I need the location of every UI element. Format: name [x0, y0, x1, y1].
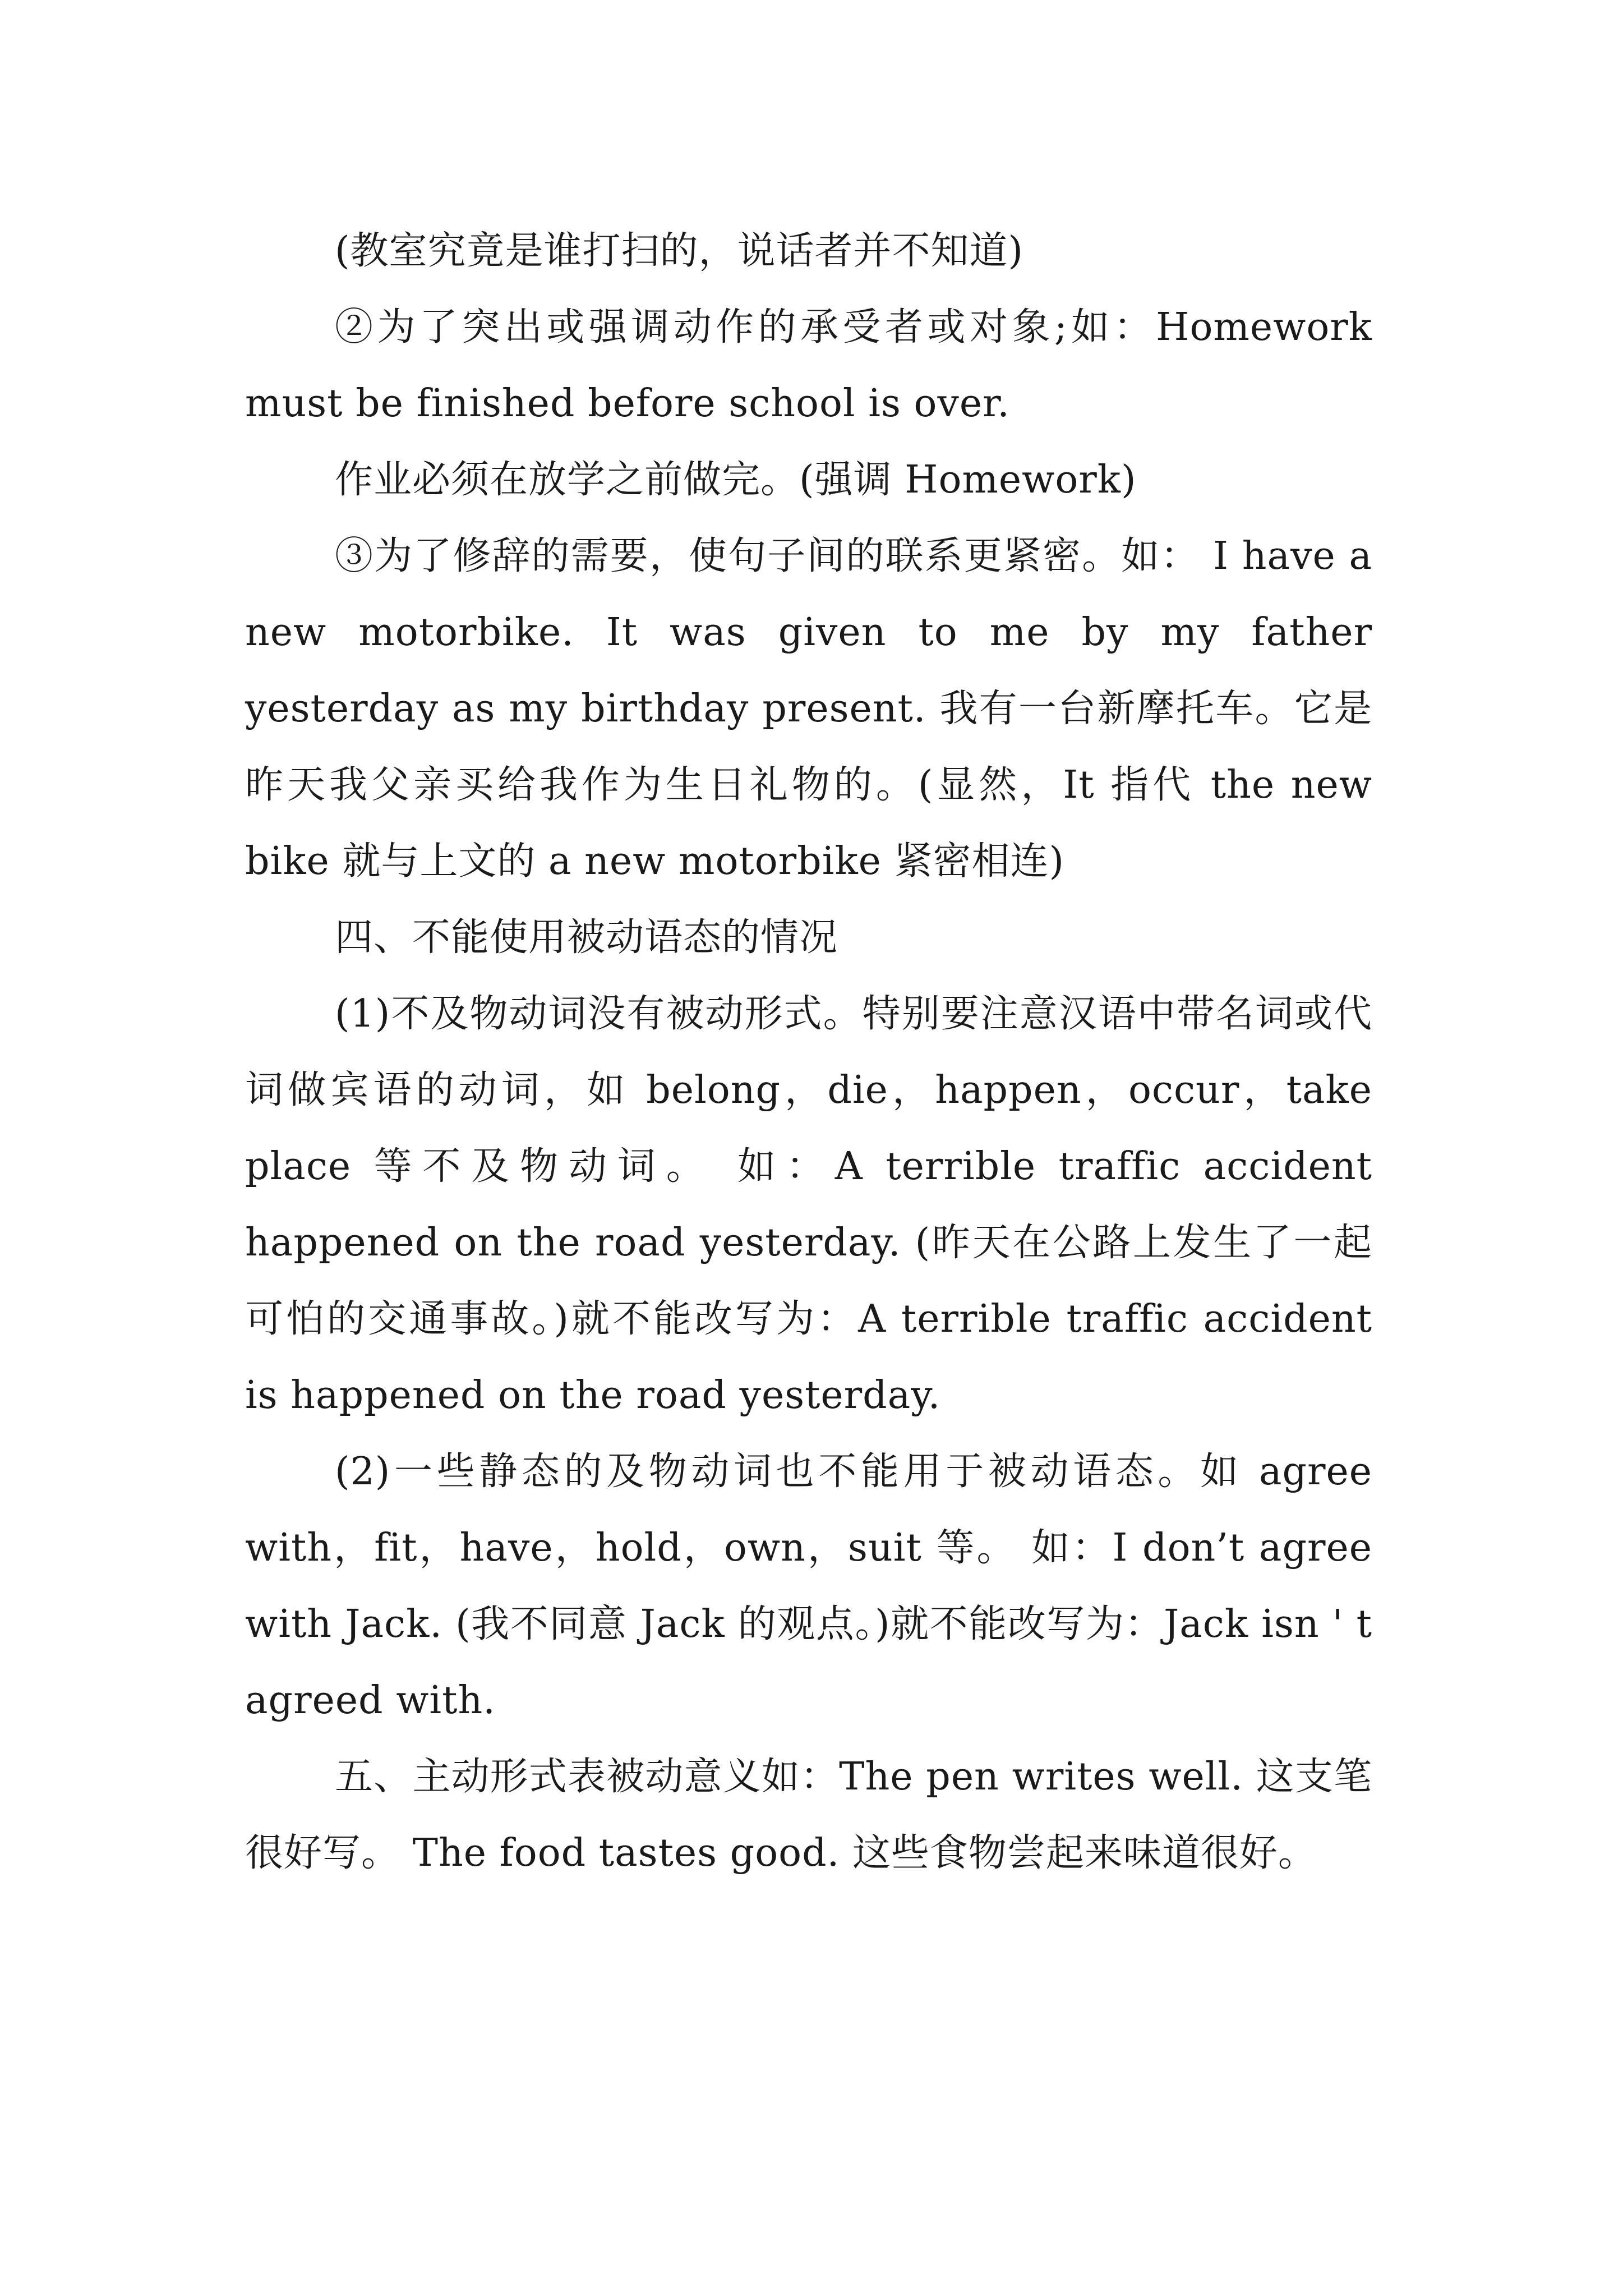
- paragraph-emphasize-receiver: ②为了突出或强调动作的承受者或对象;如：Homework must be finished before school is over.: [245, 305, 1372, 426]
- document-body: [245, 213, 1372, 1892]
- paragraph-intransitive-verbs: (1)不及物动词没有被动形式。特别要注意汉语中带名词或代词做宾语的动词，如 belong，die，happen，occur，take place 等不及物动词。 如：A terrible traffic accident happened on the road yesterday. (昨天在公路上发生了一起可怕的交通事故。)就不能改写为：A terrible traffic accident is happened on the road yesterday.: [245, 992, 1372, 1418]
- paragraph-classroom-note: (教室究竟是谁打扫的，说话者并不知道): [335, 229, 1024, 273]
- paragraph-stative-verbs: (2)一些静态的及物动词也不能用于被动语态。如 agree with，fit，have，hold，own，suit 等。 如：I don’t agree with Jack. (我不同意 Jack 的观点。)就不能改写为：Jack isn ' t agreed with.: [245, 1450, 1372, 1723]
- paragraph-active-form-passive-meaning: 五、主动形式表被动意义如：The pen writes well. 这支笔很好写。 The food tastes good. 这些食物尝起来味道很好。: [245, 1755, 1372, 1875]
- paragraph-homework-translation: 作业必须在放学之前做完。(强调 Homework): [335, 458, 1137, 502]
- section-heading-passive-restrictions: 四、不能使用被动语态的情况: [335, 915, 838, 960]
- paragraph-rhetoric: ③为了修辞的需要，使句子间的联系更紧密。如： I have a new motorbike. It was given to me by my father yesterday as my birthday present. 我有一台新摩托车。它是昨天我父亲买给我作为生日礼物的。(显然，It 指代 the new bike 就与上文的 a new motorbike 紧密相连): [245, 534, 1372, 884]
